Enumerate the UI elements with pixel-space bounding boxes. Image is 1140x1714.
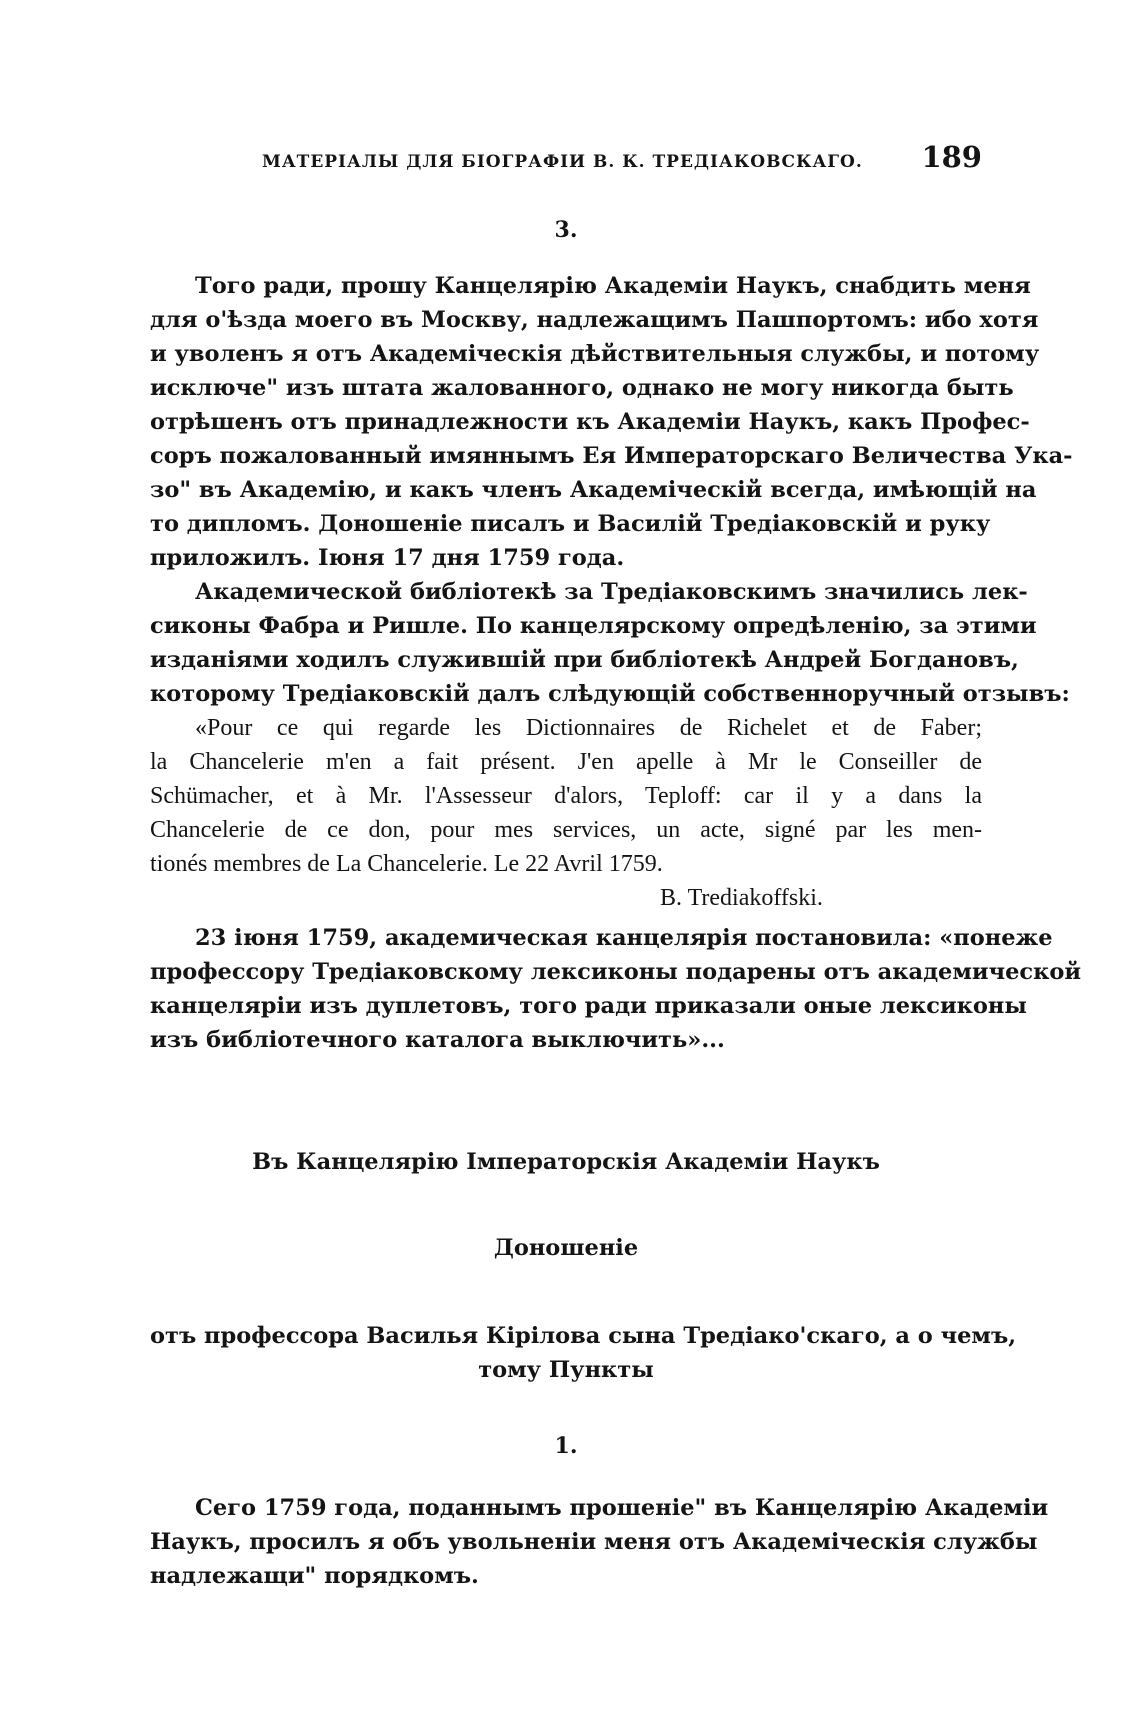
- document-from-continued: тому Пункты: [478, 1357, 654, 1383]
- quote-line: la Chancelerie m'en a fait présent. J'en apelle à Mr le Conseiller de: [150, 749, 982, 775]
- text-line: для о'ѣзда моего въ Москву, надлежащимъ Пашпортомъ: ибо хотя: [150, 307, 1039, 333]
- document-from: отъ профессора Василья Кірілова сына Тредіако'скаго, а о чемъ,: [150, 1323, 1017, 1349]
- text-line: канцеляріи изъ дуплетовъ, того ради приказали оные лексиконы: [150, 993, 1027, 1019]
- text-line: Того ради, прошу Канцелярію Академіи Наукъ, снабдить меня: [195, 273, 1031, 299]
- text-line: Сего 1759 года, поданнымъ прошеніе" въ Канцелярію Академіи: [195, 1495, 1049, 1521]
- text-line: зо" въ Академію, и какъ членъ Академіческій всегда, имѣющій на: [150, 477, 1037, 503]
- document-addressee: Въ Канцелярію Імператорскія Академіи Наукъ: [252, 1149, 880, 1175]
- text-line: сиконы Фабра и Ришле. По канцелярскому опредѣленію, за этими: [150, 613, 1037, 639]
- text-line: и уволенъ я отъ Академіческія дѣйствительныя службы, и потому: [150, 341, 1040, 367]
- quote-line: Chancelerie de ce don, pour mes services, un acte, signé par les men-: [150, 817, 982, 843]
- text-line: Наукъ, просилъ я объ увольненіи меня отъ Академіческія службы: [150, 1529, 1038, 1555]
- document-type: Доношеніе: [493, 1235, 639, 1261]
- text-line: соръ пожалованный имяннымъ Ея Императорскаго Величества Ука-: [150, 443, 1073, 469]
- text-line: приложилъ. Іюня 17 дня 1759 года.: [150, 545, 625, 571]
- quote-line: Schümacher, et à Mr. l'Assesseur d'alors, Teploff: car il y a dans la: [150, 783, 982, 809]
- text-line: изъ библіотечного каталога выключить»...: [150, 1027, 725, 1053]
- quote-line: «Pour ce qui regarde les Dictionnaires de Richelet et de Faber;: [195, 715, 982, 741]
- text-line: которому Тредіаковскій далъ слѣдующій собственноручный отзывъ:: [150, 681, 1070, 707]
- text-line: надлежащи" порядкомъ.: [150, 1563, 479, 1589]
- point-number: 1.: [554, 1433, 578, 1459]
- text-line: то дипломъ. Доношеніе писалъ и Василій Тредіаковскій и руку: [150, 511, 991, 537]
- text-line: профессору Тредіаковскому лексиконы подарены отъ академической: [150, 959, 1082, 985]
- section-number: 3.: [554, 217, 578, 243]
- running-header: [262, 140, 982, 180]
- text-line: 23 іюня 1759, академическая канцелярія постановила: «понеже: [195, 925, 1053, 951]
- signature: B. Trediakoffski.: [660, 885, 823, 911]
- text-line: исключе" изъ штата жалованного, однако не могу никогда быть: [150, 375, 1014, 401]
- text-line: изданіями ходилъ служившій при библіотекѣ Андрей Богдановъ,: [150, 647, 1019, 673]
- page-number: 189: [921, 140, 982, 174]
- quote-line: tionés membres de La Chancelerie. Le 22 Avril 1759.: [150, 851, 663, 877]
- running-title: МАТЕРІАЛЫ ДЛЯ БІОГРАФІИ В. К. ТРЕДІАКОВСКАГО.: [262, 152, 863, 172]
- text-line: Академической библіотекѣ за Тредіаковскимъ значились лек-: [195, 579, 1028, 605]
- text-line: отрѣшенъ отъ принадлежности къ Академіи Наукъ, какъ Профес-: [150, 409, 1030, 435]
